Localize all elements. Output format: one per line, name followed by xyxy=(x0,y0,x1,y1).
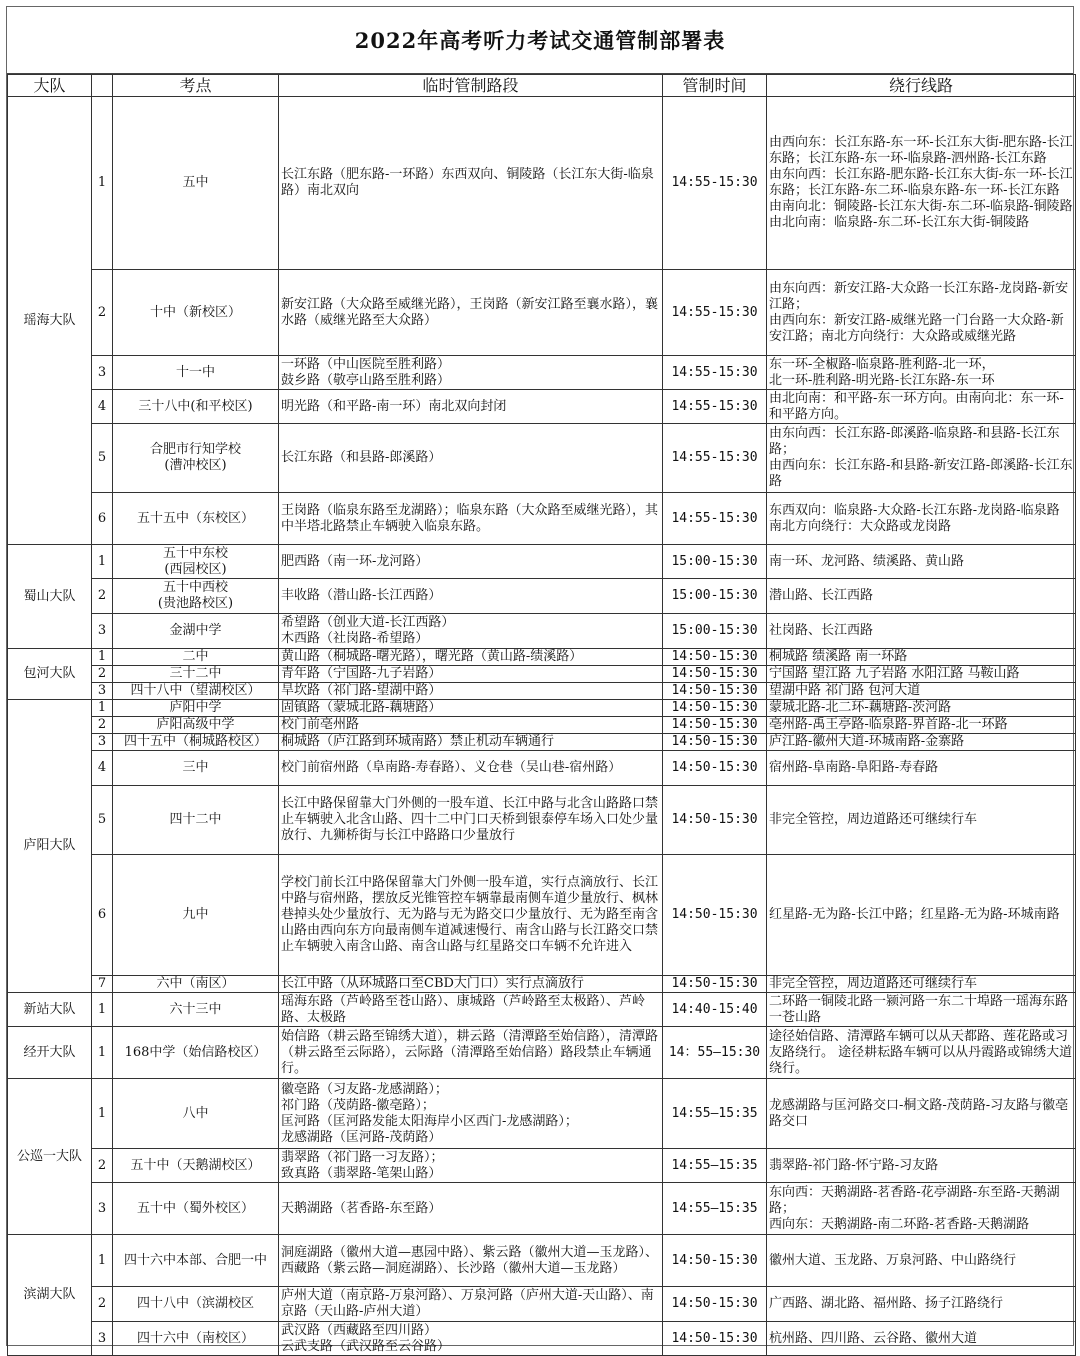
detour-cell: 非完全管控，周边道路还可继续行车 xyxy=(767,786,1076,855)
table-row xyxy=(8,1322,1076,1356)
time-cell: 14:55-15:30 xyxy=(663,356,767,390)
school-cell: 五十中（蜀外校区） xyxy=(113,1183,279,1235)
header-row xyxy=(8,75,1076,97)
time-cell: 14:50-15:30 xyxy=(663,1287,767,1322)
school-cell: 四十六中本部、合肥一中 xyxy=(113,1235,279,1287)
row-number: 5 xyxy=(92,786,113,855)
school-cell: 五十中（天鹅湖校区） xyxy=(113,1149,279,1183)
detour-cell: 东西双向：临泉路-大众路-长江东路-龙岗路-临泉路 南北方向绕行：大众路或龙岗路 xyxy=(767,493,1076,545)
road-cell: 武汉路（西藏路至四川路） 云武支路（武汉路至云谷路） xyxy=(279,1322,663,1356)
brigade-cell: 包河大队 xyxy=(8,649,92,700)
road-cell: 新安江路（大众路至威继光路），王岗路（新安江路至襄水路），襄水路（威继光路至大众路） xyxy=(279,270,663,356)
header-time: 管制时间 xyxy=(663,75,767,97)
time-cell: 14:50-15:30 xyxy=(663,683,767,700)
road-cell: 长江中路（从环城路口至CBD大门口）实行点滴放行 xyxy=(279,976,663,993)
school-cell: 四十八中（望湖校区） xyxy=(113,683,279,700)
table-row xyxy=(8,649,1076,666)
table-row xyxy=(8,1027,1076,1079)
time-cell: 14：55—15:30 xyxy=(663,1027,767,1079)
time-cell: 14:55-15:30 xyxy=(663,270,767,356)
row-number: 4 xyxy=(92,751,113,786)
detour-cell: 徽州大道、玉龙路、万泉河路、中山路绕行 xyxy=(767,1235,1076,1287)
school-cell: 五十中西校 (贵池路校区) xyxy=(113,579,279,614)
detour-cell: 红星路-无为路-长江中路；红星路-无为路-环城南路 xyxy=(767,855,1076,976)
detour-cell: 杭州路、四川路、云谷路、徽州大道 xyxy=(767,1322,1076,1356)
row-number: 2 xyxy=(92,666,113,683)
table-row xyxy=(8,683,1076,700)
school-cell: 五中 xyxy=(113,97,279,270)
detour-cell: 宁国路 望江路 九子岩路 水阳江路 马鞍山路 xyxy=(767,666,1076,683)
road-cell: 瑶海东路（芦岭路至苍山路）、康城路（芦岭路至太极路）、芦岭路、太极路 xyxy=(279,993,663,1027)
school-cell: 四十五中（桐城路校区） xyxy=(113,734,279,751)
table-row xyxy=(8,993,1076,1027)
school-cell: 庐阳中学 xyxy=(113,700,279,717)
brigade-cell: 蜀山大队 xyxy=(8,545,92,649)
brigade-cell: 公巡一大队 xyxy=(8,1079,92,1235)
school-cell: 六十三中 xyxy=(113,993,279,1027)
row-number: 1 xyxy=(92,97,113,270)
time-cell: 14:55—15:35 xyxy=(663,1079,767,1149)
time-cell: 14:55-15:30 xyxy=(663,424,767,493)
school-cell: 168中学（始信路校区） xyxy=(113,1027,279,1079)
row-number: 3 xyxy=(92,1183,113,1235)
detour-cell: 南一环、龙河路、绩溪路、黄山路 xyxy=(767,545,1076,579)
table-row xyxy=(8,1149,1076,1183)
time-cell: 14:50-15:30 xyxy=(663,751,767,786)
table-row xyxy=(8,751,1076,786)
table-row xyxy=(8,493,1076,545)
table-row xyxy=(8,786,1076,855)
time-cell: 14:55-15:30 xyxy=(663,390,767,424)
detour-cell: 二环路一铜陵北路一颍河路一东二十埠路一瑶海东路一苍山路 xyxy=(767,993,1076,1027)
time-cell: 14:55-15:30 xyxy=(663,493,767,545)
school-cell: 十中（新校区） xyxy=(113,270,279,356)
brigade-cell: 新站大队 xyxy=(8,993,92,1027)
time-cell: 14:50-15:30 xyxy=(663,855,767,976)
row-number: 1 xyxy=(92,545,113,579)
table-row xyxy=(8,666,1076,683)
school-cell: 九中 xyxy=(113,855,279,976)
table-row xyxy=(8,97,1076,270)
detour-cell: 由西向东：长江东路-东一环-长江东大街-肥东路-长江东路；长江东路-东一环-临泉路-泗州路-长江东路 由东向西：长江东路-肥东路-长江东大街-东一环-长江东路；长江东路-东二环-临泉东路-东一环-长江东路 由南向北：铜陵路-长江东大街-东二环-临泉路-铜陵路 由北向南：临泉路-东二环-长江东大街-铜陵路 xyxy=(767,97,1076,270)
table-row xyxy=(8,579,1076,614)
table-row xyxy=(8,1183,1076,1235)
detour-cell: 途径始信路、清潭路车辆可以从天都路、莲花路或习友路绕行。 途径耕耘路车辆可以从丹霞路或锦绣大道绕行。 xyxy=(767,1027,1076,1079)
header-index xyxy=(92,75,113,97)
row-number: 2 xyxy=(92,1287,113,1322)
time-cell: 15:00-15:30 xyxy=(663,579,767,614)
school-cell: 庐阳高级中学 xyxy=(113,717,279,734)
page-title: 2022年高考听力考试交通管制部署表 xyxy=(7,7,1073,74)
road-cell: 青年路（宁国路-九子岩路） xyxy=(279,666,663,683)
time-cell: 14:50-15:30 xyxy=(663,1235,767,1287)
school-cell: 四十二中 xyxy=(113,786,279,855)
row-number: 7 xyxy=(92,976,113,993)
road-cell: 天鹅湖路（茗香路-东至路） xyxy=(279,1183,663,1235)
detour-cell: 东向西：天鹅湖路-茗香路-花亭湖路-东至路-天鹅湖路； 西向东：天鹅湖路-南二环路-茗香路-天鹅湖路 xyxy=(767,1183,1076,1235)
row-number: 6 xyxy=(92,855,113,976)
school-cell: 四十六中（南校区） xyxy=(113,1322,279,1356)
road-cell: 校门前宿州路（阜南路-寿春路）、义仓巷（吴山巷-宿州路） xyxy=(279,751,663,786)
header-school: 考点 xyxy=(113,75,279,97)
detour-cell: 望湖中路 祁门路 包河大道 xyxy=(767,683,1076,700)
row-number: 1 xyxy=(92,993,113,1027)
row-number: 2 xyxy=(92,717,113,734)
row-number: 3 xyxy=(92,683,113,700)
school-cell: 四十八中（滨湖校区 xyxy=(113,1287,279,1322)
table-row xyxy=(8,976,1076,993)
detour-cell: 蒙城北路-北二环-藕塘路-茨河路 xyxy=(767,700,1076,717)
brigade-cell: 经开大队 xyxy=(8,1027,92,1079)
schedule-sheet xyxy=(6,6,1074,1354)
row-number: 3 xyxy=(92,356,113,390)
header-road: 临时管制路段 xyxy=(279,75,663,97)
school-cell: 金湖中学 xyxy=(113,614,279,649)
brigade-cell: 滨湖大队 xyxy=(8,1235,92,1356)
table-row xyxy=(8,1287,1076,1322)
school-cell: 三中 xyxy=(113,751,279,786)
time-cell: 14:50-15:30 xyxy=(663,786,767,855)
traffic-control-table xyxy=(7,74,1076,1356)
detour-cell: 桐城路 绩溪路 南一环路 xyxy=(767,649,1076,666)
road-cell: 始信路（耕云路至锦绣大道），耕云路（清潭路至始信路），清潭路（耕云路至云际路），云际路（清潭路至始信路）路段禁止车辆通行。 xyxy=(279,1027,663,1079)
detour-cell: 东一环-全椒路-临泉路-胜利路-北一环， 北一环-胜利路-明光路-长江东路-东一环 xyxy=(767,356,1076,390)
detour-cell: 非完全管控，周边道路还可继续行车 xyxy=(767,976,1076,993)
school-cell: 合肥市行知学校 (漕冲校区) xyxy=(113,424,279,493)
table-row xyxy=(8,855,1076,976)
table-row xyxy=(8,356,1076,390)
row-number: 4 xyxy=(92,390,113,424)
detour-cell: 庐江路-徽州大道-环城南路-金寨路 xyxy=(767,734,1076,751)
brigade-cell: 庐阳大队 xyxy=(8,700,92,993)
detour-cell: 社岗路、长江西路 xyxy=(767,614,1076,649)
table-row xyxy=(8,717,1076,734)
table-row xyxy=(8,424,1076,493)
row-number: 3 xyxy=(92,614,113,649)
row-number: 1 xyxy=(92,649,113,666)
time-cell: 14:40-15:40 xyxy=(663,993,767,1027)
row-number: 1 xyxy=(92,1079,113,1149)
brigade-cell: 瑶海大队 xyxy=(8,97,92,545)
row-number: 2 xyxy=(92,1149,113,1183)
row-number: 1 xyxy=(92,1027,113,1079)
road-cell: 长江东路（和县路-郎溪路） xyxy=(279,424,663,493)
school-cell: 二中 xyxy=(113,649,279,666)
time-cell: 14:55—15:35 xyxy=(663,1183,767,1235)
school-cell: 五十五中（东校区） xyxy=(113,493,279,545)
school-cell: 三十二中 xyxy=(113,666,279,683)
road-cell: 王岗路（临泉东路至龙湖路）；临泉东路（大众路至威继光路），其中半塔北路禁止车辆驶入临泉东路。 xyxy=(279,493,663,545)
row-number: 2 xyxy=(92,579,113,614)
school-cell: 三十八中(和平校区) xyxy=(113,390,279,424)
road-cell: 丰收路（潜山路-长江西路） xyxy=(279,579,663,614)
row-number: 1 xyxy=(92,700,113,717)
road-cell: 肥西路（南一环-龙河路） xyxy=(279,545,663,579)
time-cell: 14:50-15:30 xyxy=(663,1322,767,1356)
road-cell: 翡翠路（祁门路一习友路）； 致真路（翡翠路-笔架山路） xyxy=(279,1149,663,1183)
detour-cell: 龙感湖路与匡河路交口-桐文路-茂荫路-习友路与徽亳路交口 xyxy=(767,1079,1076,1149)
time-cell: 14:50-15:30 xyxy=(663,717,767,734)
road-cell: 长江东路（肥东路-一环路）东西双向、铜陵路（长江东大街-临泉路）南北双向 xyxy=(279,97,663,270)
road-cell: 徽亳路（习友路-龙感湖路）； 祁门路（茂荫路-徽亳路）； 匡河路（匡河路发能太阳海岸小区西门-龙感湖路）； 龙感湖路（匡河路-茂荫路） xyxy=(279,1079,663,1149)
detour-cell: 由东向西：新安江路-大众路一长江东路-龙岗路-新安江路； 由西向东：新安江路-威继光路一门台路一大众路-新安江路；南北方向绕行：大众路或威继光路 xyxy=(767,270,1076,356)
road-cell: 希望路（创业大道-长江西路） 木西路（社岗路-希望路） xyxy=(279,614,663,649)
detour-cell: 亳州路-禹王亭路-临泉路-界首路-北一环路 xyxy=(767,717,1076,734)
table-body xyxy=(8,97,1076,1356)
road-cell: 旱坎路（祁门路-望湖中路） xyxy=(279,683,663,700)
table-row xyxy=(8,700,1076,717)
row-number: 3 xyxy=(92,1322,113,1356)
road-cell: 固镇路（蒙城北路-藕塘路） xyxy=(279,700,663,717)
time-cell: 14:50-15:30 xyxy=(663,649,767,666)
table-row xyxy=(8,1235,1076,1287)
time-cell: 14:50-15:30 xyxy=(663,700,767,717)
row-number: 2 xyxy=(92,270,113,356)
detour-cell: 潜山路、长江西路 xyxy=(767,579,1076,614)
table-row xyxy=(8,390,1076,424)
detour-cell: 由北向南：和平路-东一环方向。由南向北：东一环-和平路方向。 xyxy=(767,390,1076,424)
detour-cell: 宿州路-阜南路-阜阳路-寿春路 xyxy=(767,751,1076,786)
table-row xyxy=(8,1079,1076,1149)
time-cell: 15:00-15:30 xyxy=(663,545,767,579)
row-number: 1 xyxy=(92,1235,113,1287)
row-number: 5 xyxy=(92,424,113,493)
header-brigade: 大队 xyxy=(8,75,92,97)
table-row xyxy=(8,270,1076,356)
row-number: 6 xyxy=(92,493,113,545)
time-cell: 14:55—15:35 xyxy=(663,1149,767,1183)
road-cell: 明光路（和平路-南一环）南北双向封闭 xyxy=(279,390,663,424)
table-row xyxy=(8,734,1076,751)
detour-cell: 翡翠路-祁门路-怀宁路-习友路 xyxy=(767,1149,1076,1183)
row-number: 3 xyxy=(92,734,113,751)
road-cell: 校门前亳州路 xyxy=(279,717,663,734)
detour-cell: 广西路、湖北路、福州路、扬子江路绕行 xyxy=(767,1287,1076,1322)
time-cell: 14:50-15:30 xyxy=(663,976,767,993)
header-detour: 绕行线路 xyxy=(767,75,1076,97)
road-cell: 长江中路保留靠大门外侧的一股车道、长江中路与北含山路路口禁止车辆驶入北含山路、四十二中门口天桥到银泰停车场入口处少量放行、九狮桥街与长江中路路口少量放行 xyxy=(279,786,663,855)
school-cell: 十一中 xyxy=(113,356,279,390)
road-cell: 桐城路（庐江路到环城南路）禁止机动车辆通行 xyxy=(279,734,663,751)
time-cell: 15:00-15:30 xyxy=(663,614,767,649)
school-cell: 五十中东校 (西园校区) xyxy=(113,545,279,579)
detour-cell: 由东向西：长江东路-郎溪路-临泉路-和县路-长江东路； 由西向东：长江东路-和县路-新安江路-郎溪路-长江东路 xyxy=(767,424,1076,493)
road-cell: 一环路（中山医院至胜利路） 鼓乡路（敬亭山路至胜利路） xyxy=(279,356,663,390)
table-row xyxy=(8,545,1076,579)
time-cell: 14:55-15:30 xyxy=(663,97,767,270)
time-cell: 14:50-15:30 xyxy=(663,734,767,751)
table-row xyxy=(8,614,1076,649)
road-cell: 庐州大道（南京路-万泉河路）、万泉河路（庐州大道-天山路）、南京路（天山路-庐州大道） xyxy=(279,1287,663,1322)
road-cell: 黄山路（桐城路-曙光路），曙光路（黄山路-绩溪路） xyxy=(279,649,663,666)
road-cell: 学校门前长江中路保留靠大门外侧一股车道，实行点滴放行、长江中路与宿州路，摆放反光锥管控车辆靠最南侧车道少量放行、枫林巷掉头处少量放行、无为路与无为路交口少量放行、无为路至南含山路由西向东方向最南侧车道减速慢行、南含山路与长江路交口禁止车辆驶入南含山路、南含山路与红星路交口车辆不允许进入 xyxy=(279,855,663,976)
time-cell: 14:50-15:30 xyxy=(663,666,767,683)
school-cell: 八中 xyxy=(113,1079,279,1149)
road-cell: 洞庭湖路（徽州大道—惠园中路）、紫云路（徽州大道—玉龙路）、西藏路（紫云路—洞庭湖路）、长沙路（徽州大道—玉龙路） xyxy=(279,1235,663,1287)
school-cell: 六中（南区） xyxy=(113,976,279,993)
